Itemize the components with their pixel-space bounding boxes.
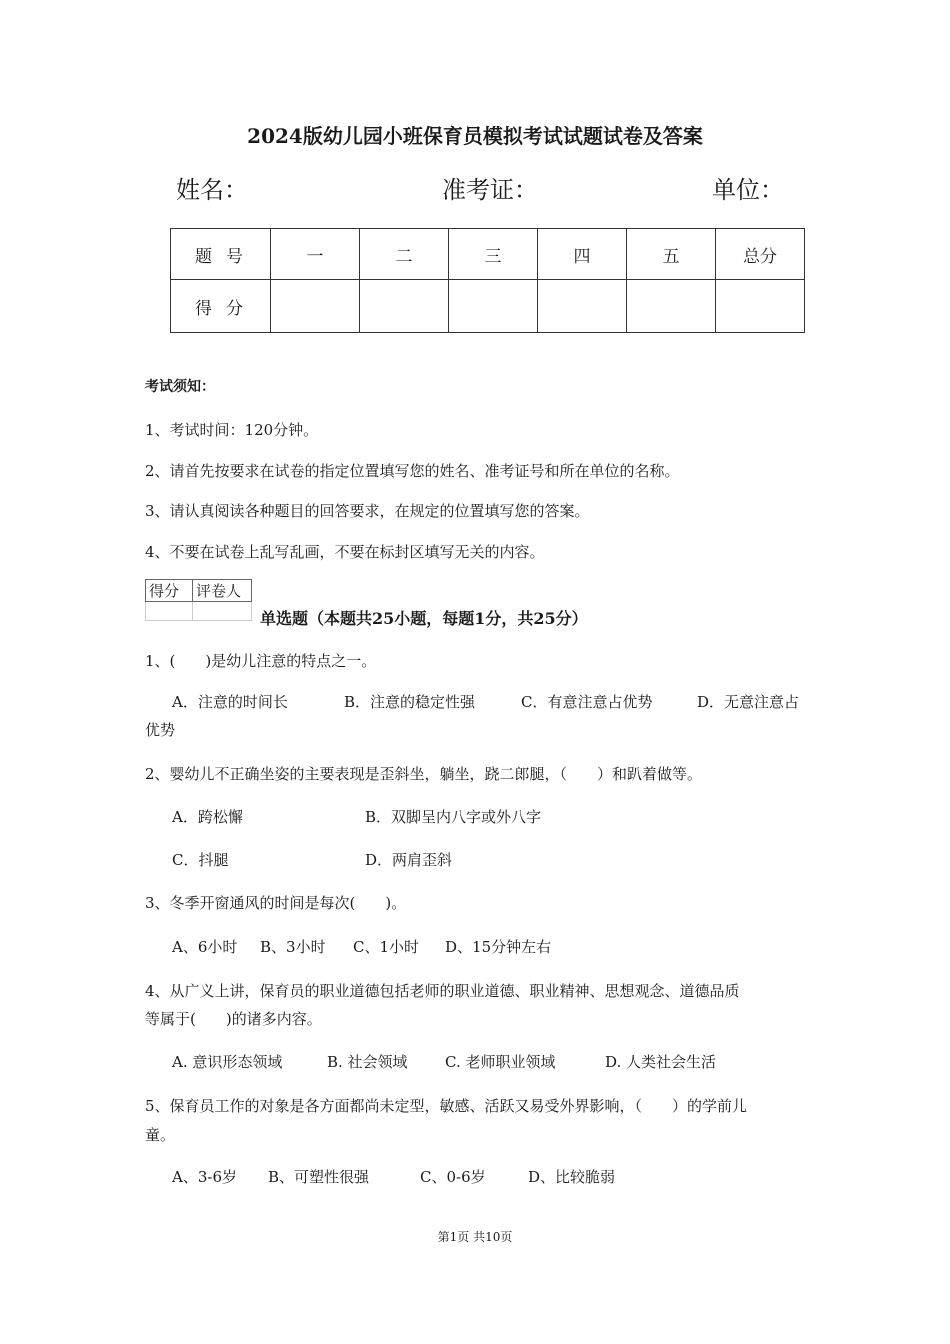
question-option: D、比较脆弱: [528, 1168, 616, 1186]
question-stem: 2、婴幼儿不正确坐姿的主要表现是歪斜坐，躺坐，跷二郎腿，（ ）和趴着做等。: [145, 765, 703, 783]
grader-table: [145, 579, 252, 621]
question-option: A. 意识形态领域: [172, 1053, 283, 1071]
question-option: B．注意的稳定性强: [344, 693, 476, 711]
question-option: C．有意注意占优势: [521, 693, 653, 711]
note-item: 1、考试时间：120分钟。: [145, 421, 319, 439]
score-cell[interactable]: [627, 280, 716, 333]
question-option: C、0-6岁: [420, 1168, 486, 1186]
score-cell[interactable]: [271, 280, 360, 333]
score-table-header-cell: 四: [538, 229, 627, 280]
score-table-score-row: [171, 280, 805, 333]
score-table-header-cell: 一: [271, 229, 360, 280]
score-table-header-cell: 题号: [171, 229, 271, 280]
question-option: A．跨松懈: [172, 808, 243, 826]
score-table: [170, 228, 805, 333]
score-table-header-cell: 三: [449, 229, 538, 280]
score-cell[interactable]: [360, 280, 449, 333]
question-option: A．注意的时间长: [172, 693, 288, 711]
question-option: C. 老师职业领域: [445, 1053, 556, 1071]
question-option: D、15分钟左右: [445, 938, 552, 956]
page-footer: 第1页 共10页: [437, 1230, 513, 1244]
note-item: 2、请首先按要求在试卷的指定位置填写您的姓名、准考证号和所在单位的名称。: [145, 462, 680, 480]
score-cell[interactable]: [716, 280, 805, 333]
question-option: C、1小时: [353, 938, 420, 956]
question-option: C．抖腿: [172, 851, 229, 869]
score-table-header-cell: 总分: [716, 229, 805, 280]
question-stem-continuation: 等属于( )的诸多内容。: [145, 1010, 322, 1028]
section-title: 单选题（本题共25小题，每题1分，共25分）: [260, 609, 588, 628]
question-option: A、6小时: [172, 938, 238, 956]
unit-field-label: 单位：: [712, 176, 784, 204]
question-stem: 4、从广义上讲，保育员的职业道德包括老师的职业道德、职业精神、思想观念、道德品质: [145, 982, 740, 1000]
note-item: 3、请认真阅读各种题目的回答要求，在规定的位置填写您的答案。: [145, 502, 590, 520]
grader-reviewer-label: 评卷人: [193, 580, 252, 602]
grader-score-cell[interactable]: [146, 602, 193, 621]
question-option: D．无意注意占: [697, 693, 800, 711]
question-stem: 1、( )是幼儿注意的特点之一。: [145, 652, 377, 670]
question-option: B、可塑性很强: [268, 1168, 370, 1186]
name-field-label: 姓名：: [176, 176, 248, 204]
question-option: B．双脚呈内八字或外八字: [365, 808, 542, 826]
question-option: A、3-6岁: [172, 1168, 237, 1186]
score-cell[interactable]: [538, 280, 627, 333]
question-option-continuation: 优势: [145, 721, 176, 739]
question-option: B、3小时: [260, 938, 326, 956]
page-title: 2024版幼儿园小班保育员模拟考试试题试卷及答案: [247, 124, 703, 148]
score-table-header-row: [171, 229, 805, 280]
score-cell[interactable]: [449, 280, 538, 333]
score-row-label: 得分: [171, 280, 271, 333]
score-table-header-cell: 五: [627, 229, 716, 280]
notes-title: 考试须知：: [145, 379, 215, 395]
question-stem: 3、冬季开窗通风的时间是每次( )。: [145, 894, 407, 912]
score-table-header-cell: 二: [360, 229, 449, 280]
grader-score-label: 得分: [146, 580, 193, 602]
question-option: D. 人类社会生活: [605, 1053, 717, 1071]
question-option: D．两肩歪斜: [365, 851, 453, 869]
note-item: 4、不要在试卷上乱写乱画，不要在标封区填写无关的内容。: [145, 543, 545, 561]
question-stem: 5、保育员工作的对象是各方面都尚未定型，敏感、活跃又易受外界影响，（ ）的学前儿: [145, 1097, 748, 1115]
question-option: B. 社会领域: [327, 1053, 408, 1071]
grader-reviewer-cell[interactable]: [193, 602, 252, 621]
exam-id-field-label: 准考证：: [442, 176, 538, 204]
question-stem-continuation: 童。: [145, 1126, 176, 1144]
